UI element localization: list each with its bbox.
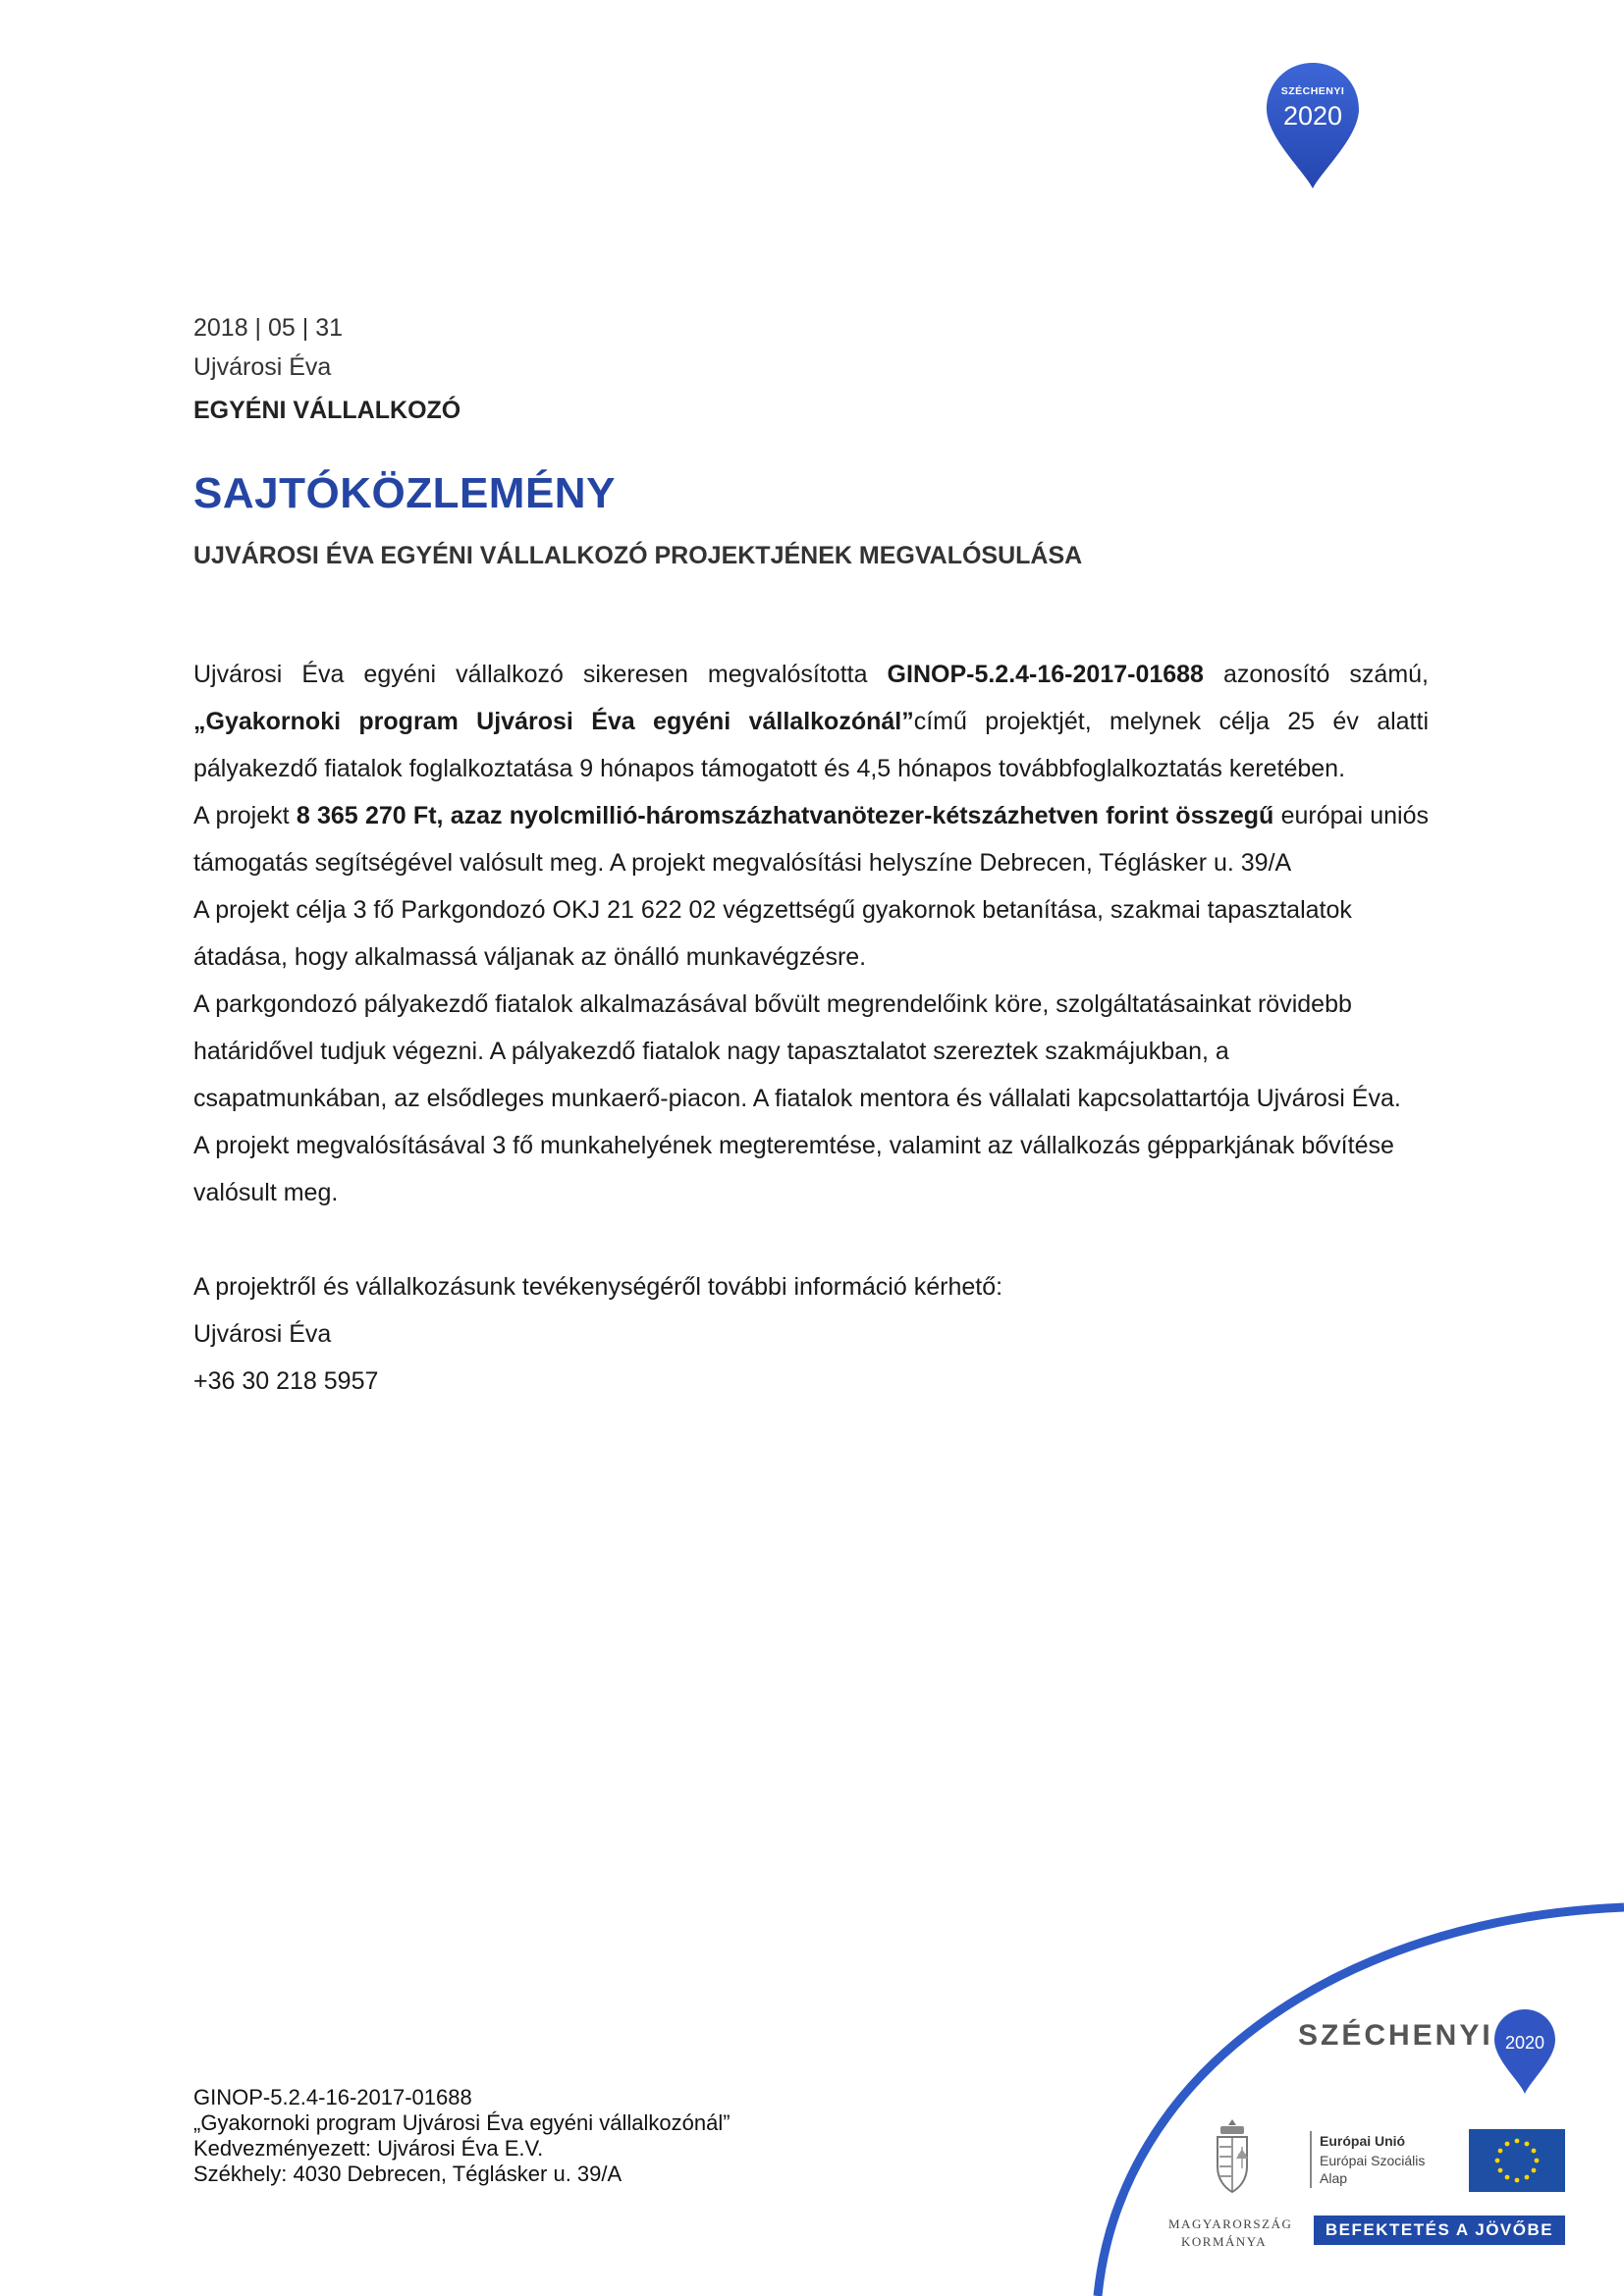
- paragraph-goal: A projekt célja 3 fő Parkgondozó OKJ 21 622 02 végzettségű gyakornok betanítása, szakmai tapasztalatok átadása, hogy alkalmassá váljanak az önálló munkavégzésre.: [193, 896, 1352, 971]
- footer-line: GINOP-5.2.4-16-2017-01688: [193, 2085, 472, 2109]
- document-author-role: EGYÉNI VÁLLALKOZÓ: [193, 397, 461, 424]
- contact-phone: +36 30 218 5957: [193, 1367, 379, 1395]
- eu-fund-name-line1: Európai Szociális: [1320, 2153, 1426, 2168]
- page-subtitle: UJVÁROSI ÉVA EGYÉNI VÁLLALKOZÓ PROJEKTJÉNEK MEGVALÓSULÁSA: [193, 542, 1083, 569]
- logo-brand-text: SZÉCHENYI: [1280, 85, 1345, 97]
- paragraph-funding: [193, 792, 1429, 886]
- contact-intro: A projektről és vállalkozásunk tevékenységéről további információ kérhető:: [193, 1273, 1003, 1301]
- eu-divider: [1310, 2131, 1312, 2188]
- szechenyi-wordmark: SZÉCHENYI: [1298, 2019, 1493, 2052]
- funding-logos-block: [1090, 1899, 1624, 2296]
- text-run: című projektjét, melynek célja 25 év alatti pályakezdő fiatalok foglalkoztatása 9 hónapos támogatott és 4,5 hónapos továbbfoglalkoztatás keretében.: [193, 708, 1430, 782]
- paragraph-jobs: A projekt megvalósításával 3 fő munkahelyének megteremtése, valamint az vállalkozás gépparkjának bővítése valósult meg.: [193, 1132, 1394, 1206]
- location-pin-icon: [1265, 61, 1361, 190]
- text-run: azonosító számú,: [1203, 661, 1430, 688]
- footer-line: „Gyakornoki program Ujvárosi Éva egyéni vállalkozónál”: [193, 2110, 731, 2135]
- eu-flag-icon: [1469, 2129, 1565, 2192]
- footer-project-info: [193, 2085, 731, 2187]
- szechenyi-2020-logo-top: [1265, 61, 1361, 190]
- spacer: [193, 1216, 1429, 1263]
- logo-year-text: 2020: [1504, 2033, 1545, 2053]
- contact-name: Ujvárosi Éva: [193, 1320, 332, 1348]
- logo-year-text: 2020: [1282, 101, 1343, 131]
- paragraph-results: A parkgondozó pályakezdő fiatalok alkalmazásával bővült megrendelőink köre, szolgáltatásainkat rövidebb határidővel tudjuk végezni. A pályakezdő fiatalok nagy tapasztalatot szereztek szakmájukban, a csapatmunkában, az elsődleges munkaerő-piacon. A fiatalok mentora és vállalati kapcsolattartója Ujvárosi Éva.: [193, 990, 1401, 1112]
- document-author: Ujvárosi Éva: [193, 353, 332, 381]
- government-name-line2: KORMÁNYA: [1181, 2234, 1268, 2249]
- eu-title: Európai Unió: [1320, 2133, 1406, 2149]
- coat-of-arms-icon: [1208, 2117, 1257, 2216]
- page-title: SAJTÓKÖZLEMÉNY: [193, 469, 616, 517]
- program-name: „Gyakornoki program Ujvárosi Éva egyéni vállalkozónál”: [193, 708, 914, 735]
- funding-amount: 8 365 270 Ft, azaz nyolcmillió-háromszázhatvanötezer-kétszázhetven forint összegű: [296, 802, 1274, 829]
- location-pin-icon: [1492, 2007, 1557, 2096]
- government-name-line1: MAGYARORSZÁG: [1168, 2216, 1293, 2231]
- invest-in-future-banner: BEFEKTETÉS A JÖVŐBE: [1314, 2216, 1565, 2245]
- press-release-body: [193, 651, 1429, 1405]
- text-run: A projekt: [193, 802, 297, 829]
- eu-fund-name-line2: Alap: [1320, 2170, 1348, 2186]
- paragraph-intro: [193, 651, 1429, 792]
- document-date: 2018 | 05 | 31: [193, 314, 344, 342]
- text-run: európai uniós támogatás segítségével valósult meg. A projekt megvalósítási helyszíne Debrecen, Téglásker u. 39/A: [193, 802, 1430, 877]
- footer-line: Székhely: 4030 Debrecen, Téglásker u. 39/A: [193, 2162, 623, 2186]
- project-code: GINOP-5.2.4-16-2017-01688: [887, 661, 1204, 688]
- footer-line: Kedvezményezett: Ujvárosi Éva E.V.: [193, 2136, 544, 2161]
- text-run: Ujvárosi Éva egyéni vállalkozó sikeresen megvalósította: [193, 661, 888, 688]
